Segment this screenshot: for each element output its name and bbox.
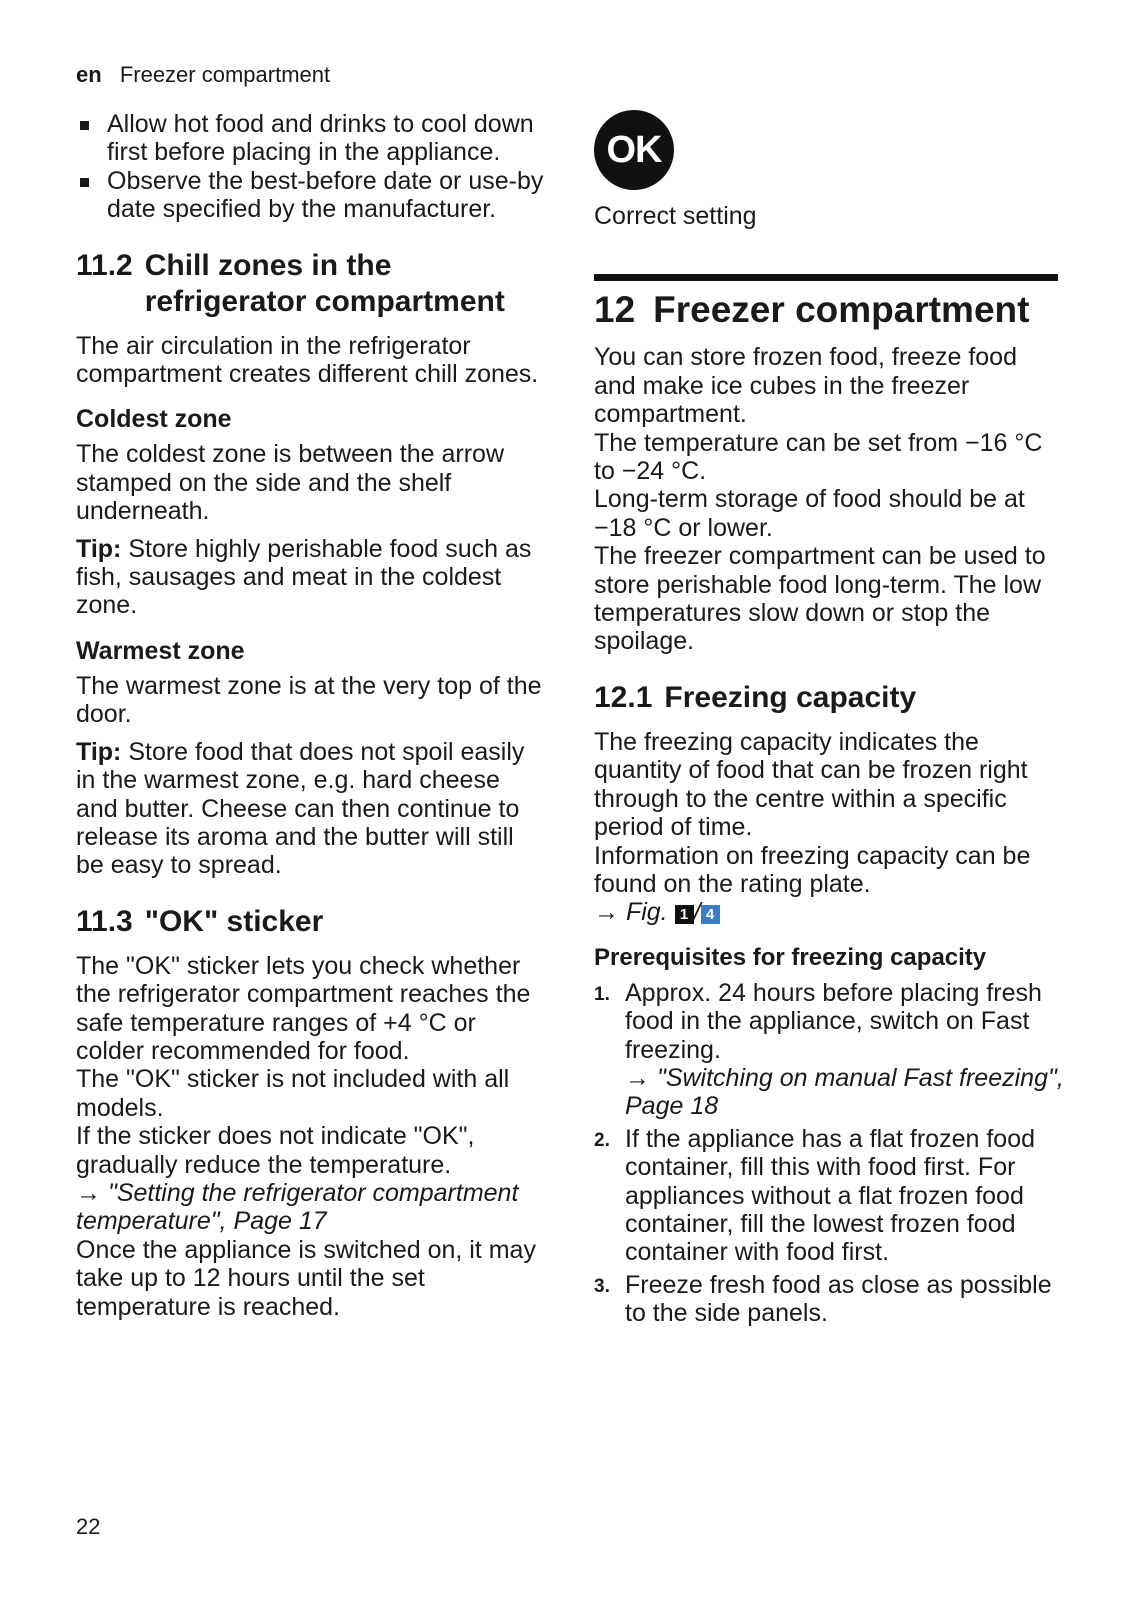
section-heading-12-1: 12.1 Freezing capacity [594,680,917,714]
warmest-zone-tip: Tip: Store food that does not spoil easily in the warmest zone, e.g. hard cheese and butter. Cheese can then continue to release its aroma and the butter will still be easy to spread. [76,737,525,880]
chapter-divider [594,274,1058,281]
running-header [76,62,330,88]
language-code: en [76,62,102,87]
figure-number-badge: 4 [701,905,720,924]
right-column [594,110,1064,1328]
coldest-zone-heading: Coldest zone [76,405,232,434]
list-item: Allow hot food and drinks to cool down first before placing in the appliance. [76,110,546,167]
ok-sticker-text-1: The "OK" sticker lets you check whether the refrigerator compartment reaches the safe temperature ranges of +4 °C or colder recommended for food. [76,951,531,1065]
page-number: 22 [76,1514,101,1539]
rating-plate-text: Information on freezing capacity can be found on the rating plate. [594,841,1031,898]
freezing-capacity-text: The freezing capacity indicates the quantity of food that can be frozen right through to the centre within a specific period of time. [594,727,1028,842]
square-bullet-icon [80,178,89,187]
food-handling-list [76,110,546,224]
figure-reference[interactable]: → Fig. 1 / 4 [594,898,1064,926]
cross-reference-link[interactable]: → "Switching on manual Fast freezing", Page 18 [625,1063,1064,1121]
long-term-storage-text: Long-term storage of food should be at −18 °C or lower. [594,485,1025,542]
list-item: 2. If the appliance has a flat frozen food container, fill this with food first. For appliances without a flat frozen food container, fill the lowest frozen food container with food first. [594,1124,1035,1267]
ok-sticker-text-4: Once the appliance is switched on, it may take up to 12 hours until the set temperature is reached. [76,1235,536,1321]
ok-caption: Correct setting [594,202,757,230]
warmest-zone-heading: Warmest zone [76,636,245,665]
cross-reference-link[interactable]: → "Setting the refrigerator compartment temperature", Page 17 [76,1178,519,1236]
section-heading-11-3: 11.3 "OK" sticker [76,904,324,938]
prerequisite-steps [594,979,1064,1328]
figure-number-badge: 1 [675,905,694,924]
list-item: 1. Approx. 24 hours before placing fresh food in the appliance, switch on Fast freezing. → "Switching on manual Fast freezing", Page 18 [594,978,1064,1121]
chapter-heading: 12 Freezer compartment [594,289,1030,331]
ok-sticker-text-2: The "OK" sticker is not included with all models. [76,1065,510,1122]
prerequisites-heading: Prerequisites for freezing capacity [594,943,987,971]
ok-sticker-text-3: If the sticker does not indicate "OK", gradually reduce the temperature. [76,1122,475,1179]
square-bullet-icon [80,121,89,130]
list-item: 3. Freeze fresh food as close as possible to the side panels. [594,1270,1052,1328]
header-title: Freezer compartment [119,62,331,87]
warmest-zone-text: The warmest zone is at the very top of the door. [76,671,542,729]
temperature-range-text: The temperature can be set from −16 °C to −24 °C. [594,428,1043,486]
freezer-intro: You can store frozen food, freeze food and make ice cubes in the freezer compartment. [594,343,1017,429]
left-column [76,110,546,1321]
list-item: Observe the best-before date or use-by date specified by the manufacturer. [76,167,546,224]
ok-sticker-icon: OK [594,110,674,190]
coldest-zone-tip: Tip: Store highly perishable food such as fish, sausages and meat in the coldest zone. [76,534,532,620]
arrow-right-icon: → [594,898,619,927]
arrow-right-icon: → [76,1178,101,1207]
chill-zones-intro: The air circulation in the refrigerator compartment creates different chill zones. [76,331,539,389]
coldest-zone-text: The coldest zone is between the arrow stamped on the side and the shelf underneath. [76,440,505,526]
arrow-right-icon: → [625,1063,650,1092]
perishable-storage-text: The freezer compartment can be used to store perishable food long-term. The low temperatures slow down or stop the spoilage. [594,542,1046,656]
section-heading-11-2: 11.2 Chill zones in the refrigerator compartment [76,248,505,318]
